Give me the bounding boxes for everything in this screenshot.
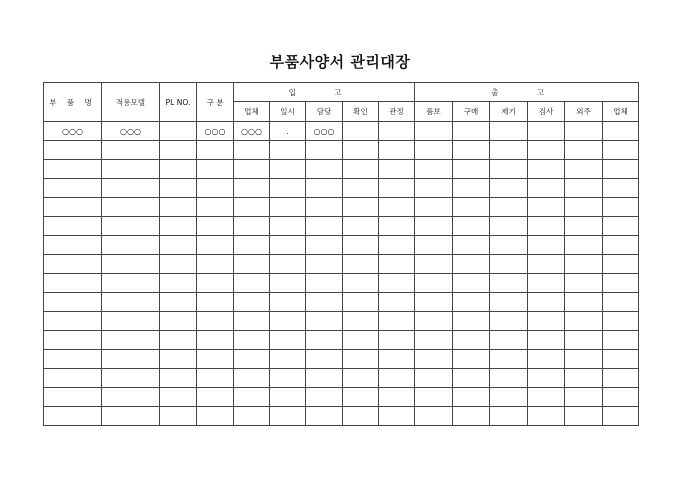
- table-cell[interactable]: [603, 179, 639, 198]
- table-cell[interactable]: ○○○: [306, 122, 343, 141]
- table-cell[interactable]: [565, 122, 603, 141]
- table-cell[interactable]: [528, 160, 565, 179]
- table-cell[interactable]: [343, 274, 379, 293]
- table-cell[interactable]: [102, 274, 160, 293]
- table-cell[interactable]: [234, 141, 270, 160]
- table-cell[interactable]: [197, 236, 234, 255]
- table-cell[interactable]: [234, 217, 270, 236]
- table-cell[interactable]: [270, 312, 306, 331]
- table-cell[interactable]: [343, 331, 379, 350]
- table-cell[interactable]: [603, 198, 639, 217]
- table-cell[interactable]: [234, 388, 270, 407]
- table-cell[interactable]: [528, 198, 565, 217]
- table-cell[interactable]: [528, 141, 565, 160]
- table-cell[interactable]: [453, 331, 490, 350]
- table-cell[interactable]: [44, 388, 102, 407]
- table-cell[interactable]: [270, 255, 306, 274]
- table-cell[interactable]: [343, 198, 379, 217]
- table-cell[interactable]: [453, 236, 490, 255]
- table-cell[interactable]: [453, 312, 490, 331]
- table-row: [44, 160, 639, 179]
- table-cell[interactable]: [197, 160, 234, 179]
- header-outbound-sub: 업체: [603, 102, 639, 122]
- table-cell[interactable]: [197, 312, 234, 331]
- table-cell[interactable]: [528, 388, 565, 407]
- table-cell[interactable]: ○○○: [44, 122, 102, 141]
- table-cell[interactable]: [453, 217, 490, 236]
- table-cell[interactable]: [197, 331, 234, 350]
- table-cell[interactable]: ○○○: [234, 122, 270, 141]
- table-cell[interactable]: [44, 141, 102, 160]
- table-cell[interactable]: [197, 274, 234, 293]
- table-cell[interactable]: [379, 217, 415, 236]
- table-cell[interactable]: [379, 255, 415, 274]
- table-cell[interactable]: [603, 350, 639, 369]
- table-cell[interactable]: [343, 388, 379, 407]
- table-cell[interactable]: [528, 236, 565, 255]
- table-cell[interactable]: [565, 312, 603, 331]
- table-cell[interactable]: [565, 217, 603, 236]
- table-cell[interactable]: [306, 141, 343, 160]
- table-cell[interactable]: [306, 160, 343, 179]
- table-cell[interactable]: [102, 293, 160, 312]
- table-cell[interactable]: [270, 350, 306, 369]
- table-cell[interactable]: [270, 388, 306, 407]
- table-cell[interactable]: [528, 179, 565, 198]
- table-cell[interactable]: [270, 160, 306, 179]
- table-cell[interactable]: [343, 369, 379, 388]
- table-cell[interactable]: [379, 388, 415, 407]
- parts-spec-ledger-table: [43, 82, 639, 426]
- table-cell[interactable]: [379, 312, 415, 331]
- table-cell[interactable]: [379, 369, 415, 388]
- table-cell[interactable]: [415, 388, 453, 407]
- table-row: [44, 331, 639, 350]
- table-cell[interactable]: [565, 255, 603, 274]
- header-inbound-sub: 담당: [306, 102, 343, 122]
- table-row: [44, 141, 639, 160]
- table-cell[interactable]: [343, 236, 379, 255]
- table-cell[interactable]: [234, 369, 270, 388]
- table-cell[interactable]: [490, 198, 528, 217]
- table-cell[interactable]: [453, 179, 490, 198]
- table-cell[interactable]: [270, 331, 306, 350]
- table-cell[interactable]: [528, 350, 565, 369]
- table-cell[interactable]: [44, 179, 102, 198]
- table-cell[interactable]: [343, 350, 379, 369]
- header-inbound-sub: 업체: [234, 102, 270, 122]
- table-cell[interactable]: [270, 198, 306, 217]
- table-cell[interactable]: [234, 274, 270, 293]
- table-cell[interactable]: [528, 274, 565, 293]
- table-cell[interactable]: [415, 274, 453, 293]
- table-cell[interactable]: [490, 255, 528, 274]
- header-pl-no: PL NO.: [160, 83, 197, 122]
- header-model: 적용모델: [102, 83, 160, 122]
- table-cell[interactable]: ○○○: [197, 122, 234, 141]
- table-cell[interactable]: [490, 179, 528, 198]
- table-cell[interactable]: [44, 350, 102, 369]
- table-cell[interactable]: [415, 160, 453, 179]
- table-cell[interactable]: [234, 312, 270, 331]
- table-cell[interactable]: [197, 350, 234, 369]
- header-outbound-sub: 검사: [528, 102, 565, 122]
- table-cell[interactable]: [343, 179, 379, 198]
- table-cell[interactable]: [415, 369, 453, 388]
- table-cell[interactable]: [306, 350, 343, 369]
- table-cell[interactable]: [453, 369, 490, 388]
- table-cell[interactable]: [197, 369, 234, 388]
- table-cell[interactable]: [490, 274, 528, 293]
- table-cell[interactable]: [102, 141, 160, 160]
- table-cell[interactable]: [160, 331, 197, 350]
- table-cell[interactable]: [102, 331, 160, 350]
- table-cell[interactable]: [490, 312, 528, 331]
- table-cell[interactable]: [415, 407, 453, 426]
- table-row: [44, 407, 639, 426]
- table-cell[interactable]: [490, 388, 528, 407]
- table-cell[interactable]: [160, 217, 197, 236]
- table-cell[interactable]: [415, 217, 453, 236]
- table-cell[interactable]: [565, 141, 603, 160]
- table-cell[interactable]: [102, 350, 160, 369]
- table-cell[interactable]: [453, 141, 490, 160]
- header-outbound-sub: 구매: [453, 102, 490, 122]
- table-cell[interactable]: [343, 312, 379, 331]
- table-cell[interactable]: .: [270, 122, 306, 141]
- table-cell[interactable]: [379, 331, 415, 350]
- table-cell[interactable]: [453, 407, 490, 426]
- table-row: [44, 274, 639, 293]
- header-inbound-sub: 일시: [270, 102, 306, 122]
- table-cell[interactable]: [528, 369, 565, 388]
- table-cell[interactable]: [44, 198, 102, 217]
- table-cell[interactable]: [379, 236, 415, 255]
- table-cell[interactable]: [343, 217, 379, 236]
- table-cell[interactable]: [44, 331, 102, 350]
- table-cell[interactable]: [270, 407, 306, 426]
- table-cell[interactable]: [415, 255, 453, 274]
- table-cell[interactable]: [565, 369, 603, 388]
- table-row: [44, 255, 639, 274]
- table-cell[interactable]: [160, 236, 197, 255]
- table-cell[interactable]: [197, 407, 234, 426]
- table-cell[interactable]: [565, 198, 603, 217]
- table-cell[interactable]: [160, 122, 197, 141]
- table-cell[interactable]: [306, 179, 343, 198]
- table-cell[interactable]: [565, 407, 603, 426]
- table-cell[interactable]: [197, 217, 234, 236]
- table-row: [44, 312, 639, 331]
- table-cell[interactable]: [160, 255, 197, 274]
- header-category: 구 분: [197, 83, 234, 122]
- table-cell[interactable]: [102, 369, 160, 388]
- table-cell[interactable]: [528, 217, 565, 236]
- document-title: 부품사양서 관리대장: [269, 53, 411, 71]
- table-cell[interactable]: [490, 122, 528, 141]
- table-cell[interactable]: [234, 255, 270, 274]
- table-cell[interactable]: [234, 293, 270, 312]
- table-cell[interactable]: [603, 160, 639, 179]
- table-cell[interactable]: [453, 122, 490, 141]
- table-cell[interactable]: [453, 293, 490, 312]
- table-row: [44, 388, 639, 407]
- table-cell[interactable]: [343, 255, 379, 274]
- table-cell[interactable]: [528, 122, 565, 141]
- table-cell[interactable]: [44, 293, 102, 312]
- table-cell[interactable]: [379, 122, 415, 141]
- table-cell[interactable]: [270, 274, 306, 293]
- table-cell[interactable]: [234, 160, 270, 179]
- table-cell[interactable]: [306, 255, 343, 274]
- header-outbound-group: 출 고: [415, 83, 639, 102]
- table-cell[interactable]: [160, 369, 197, 388]
- table-cell[interactable]: [160, 312, 197, 331]
- table-cell[interactable]: [379, 407, 415, 426]
- table-cell[interactable]: [343, 293, 379, 312]
- table-cell[interactable]: [379, 293, 415, 312]
- table-cell[interactable]: [160, 179, 197, 198]
- table-cell[interactable]: [234, 331, 270, 350]
- table-cell[interactable]: [379, 274, 415, 293]
- table-cell[interactable]: [102, 388, 160, 407]
- table-cell[interactable]: [197, 293, 234, 312]
- table-cell[interactable]: [44, 236, 102, 255]
- table-cell[interactable]: [453, 388, 490, 407]
- table-row: [44, 236, 639, 255]
- table-row: [44, 217, 639, 236]
- table-cell[interactable]: [490, 160, 528, 179]
- table-cell[interactable]: [603, 407, 639, 426]
- header-inbound-group: 입 고: [234, 83, 415, 102]
- table-cell[interactable]: [160, 198, 197, 217]
- table-cell[interactable]: [102, 198, 160, 217]
- table-cell[interactable]: [603, 236, 639, 255]
- header-row-top: [44, 83, 639, 102]
- table-cell[interactable]: [528, 407, 565, 426]
- table-cell[interactable]: [102, 217, 160, 236]
- table-cell[interactable]: [197, 198, 234, 217]
- header-part-name: 부 품 명: [44, 83, 102, 122]
- table-row: [44, 369, 639, 388]
- table-cell[interactable]: [415, 141, 453, 160]
- table-cell[interactable]: [565, 350, 603, 369]
- table-cell[interactable]: [234, 350, 270, 369]
- table-cell[interactable]: [102, 179, 160, 198]
- table-cell[interactable]: [603, 217, 639, 236]
- table-row: [44, 122, 639, 141]
- table-cell[interactable]: [565, 331, 603, 350]
- table-cell[interactable]: [270, 217, 306, 236]
- table-cell[interactable]: [528, 331, 565, 350]
- table-cell[interactable]: [270, 293, 306, 312]
- table-cell[interactable]: [306, 388, 343, 407]
- table-cell[interactable]: [565, 236, 603, 255]
- table-cell[interactable]: [306, 236, 343, 255]
- table-cell[interactable]: [306, 293, 343, 312]
- table-cell[interactable]: [270, 369, 306, 388]
- table-cell[interactable]: [197, 255, 234, 274]
- table-cell[interactable]: [306, 217, 343, 236]
- table-cell[interactable]: [270, 141, 306, 160]
- table-cell[interactable]: [603, 274, 639, 293]
- table-cell[interactable]: [234, 236, 270, 255]
- table-cell[interactable]: [102, 236, 160, 255]
- header-outbound-sub: 품보: [415, 102, 453, 122]
- table-cell[interactable]: [160, 388, 197, 407]
- table-cell[interactable]: [102, 312, 160, 331]
- table-row: [44, 198, 639, 217]
- table-cell[interactable]: [490, 236, 528, 255]
- table-cell[interactable]: [565, 293, 603, 312]
- table-cell[interactable]: [415, 312, 453, 331]
- table-cell[interactable]: [490, 350, 528, 369]
- table-cell[interactable]: [603, 312, 639, 331]
- table-cell[interactable]: [306, 274, 343, 293]
- table-cell[interactable]: [270, 236, 306, 255]
- table-cell[interactable]: [453, 274, 490, 293]
- table-cell[interactable]: [379, 179, 415, 198]
- table-cell[interactable]: [160, 293, 197, 312]
- table-cell[interactable]: [490, 217, 528, 236]
- table-cell[interactable]: [490, 293, 528, 312]
- table-cell[interactable]: ○○○: [102, 122, 160, 141]
- table-cell[interactable]: [270, 179, 306, 198]
- table-cell[interactable]: [44, 312, 102, 331]
- table-cell[interactable]: [343, 141, 379, 160]
- table-cell[interactable]: [102, 407, 160, 426]
- table-cell[interactable]: [160, 274, 197, 293]
- table-cell[interactable]: [528, 255, 565, 274]
- table-cell[interactable]: [415, 179, 453, 198]
- table-cell[interactable]: [44, 369, 102, 388]
- table-cell[interactable]: [603, 331, 639, 350]
- table-cell[interactable]: [44, 407, 102, 426]
- table-cell[interactable]: [44, 274, 102, 293]
- table-cell[interactable]: [234, 198, 270, 217]
- table-cell[interactable]: [453, 160, 490, 179]
- table-cell[interactable]: [565, 160, 603, 179]
- table-cell[interactable]: [197, 141, 234, 160]
- table-cell[interactable]: [379, 141, 415, 160]
- table-cell[interactable]: [102, 255, 160, 274]
- table-cell[interactable]: [102, 160, 160, 179]
- table-cell[interactable]: [603, 141, 639, 160]
- table-row: [44, 350, 639, 369]
- table-cell[interactable]: [415, 236, 453, 255]
- table-cell[interactable]: [490, 141, 528, 160]
- header-outbound-sub: 제기: [490, 102, 528, 122]
- table-cell[interactable]: [603, 122, 639, 141]
- header-inbound-sub: 관정: [379, 102, 415, 122]
- table-cell[interactable]: [603, 369, 639, 388]
- table-cell[interactable]: [603, 255, 639, 274]
- table-cell[interactable]: [44, 160, 102, 179]
- table-cell[interactable]: [490, 369, 528, 388]
- table-cell[interactable]: [44, 255, 102, 274]
- table-cell[interactable]: [379, 350, 415, 369]
- table-cell[interactable]: [379, 198, 415, 217]
- table-cell[interactable]: [415, 350, 453, 369]
- table-cell[interactable]: [160, 160, 197, 179]
- table-cell[interactable]: [306, 312, 343, 331]
- table-cell[interactable]: [453, 350, 490, 369]
- table-cell[interactable]: [160, 407, 197, 426]
- table-cell[interactable]: [306, 407, 343, 426]
- table-cell[interactable]: [603, 388, 639, 407]
- table-cell[interactable]: [306, 198, 343, 217]
- table-cell[interactable]: [306, 331, 343, 350]
- table-cell[interactable]: [453, 255, 490, 274]
- table-cell[interactable]: [453, 198, 490, 217]
- table-cell[interactable]: [565, 179, 603, 198]
- table-cell[interactable]: [306, 369, 343, 388]
- table-cell[interactable]: [603, 293, 639, 312]
- table-cell[interactable]: [197, 388, 234, 407]
- table-cell[interactable]: [528, 312, 565, 331]
- table-cell[interactable]: [343, 160, 379, 179]
- table-cell[interactable]: [490, 407, 528, 426]
- table-cell[interactable]: [343, 407, 379, 426]
- table-cell[interactable]: [490, 331, 528, 350]
- ledger-body: [44, 122, 639, 426]
- table-cell[interactable]: [565, 388, 603, 407]
- table-cell[interactable]: [415, 198, 453, 217]
- table-cell[interactable]: [565, 274, 603, 293]
- header-outbound-sub: 외주: [565, 102, 603, 122]
- table-cell[interactable]: [415, 331, 453, 350]
- table-cell[interactable]: [343, 122, 379, 141]
- table-cell[interactable]: [234, 179, 270, 198]
- table-cell[interactable]: [415, 293, 453, 312]
- header-inbound-sub: 확인: [343, 102, 379, 122]
- table-cell[interactable]: [379, 160, 415, 179]
- table-row: [44, 293, 639, 312]
- table-cell[interactable]: [160, 141, 197, 160]
- table-cell[interactable]: [44, 217, 102, 236]
- table-cell[interactable]: [197, 179, 234, 198]
- table-cell[interactable]: [234, 407, 270, 426]
- table-cell[interactable]: [415, 122, 453, 141]
- table-cell[interactable]: [528, 293, 565, 312]
- table-row: [44, 179, 639, 198]
- table-cell[interactable]: [160, 350, 197, 369]
